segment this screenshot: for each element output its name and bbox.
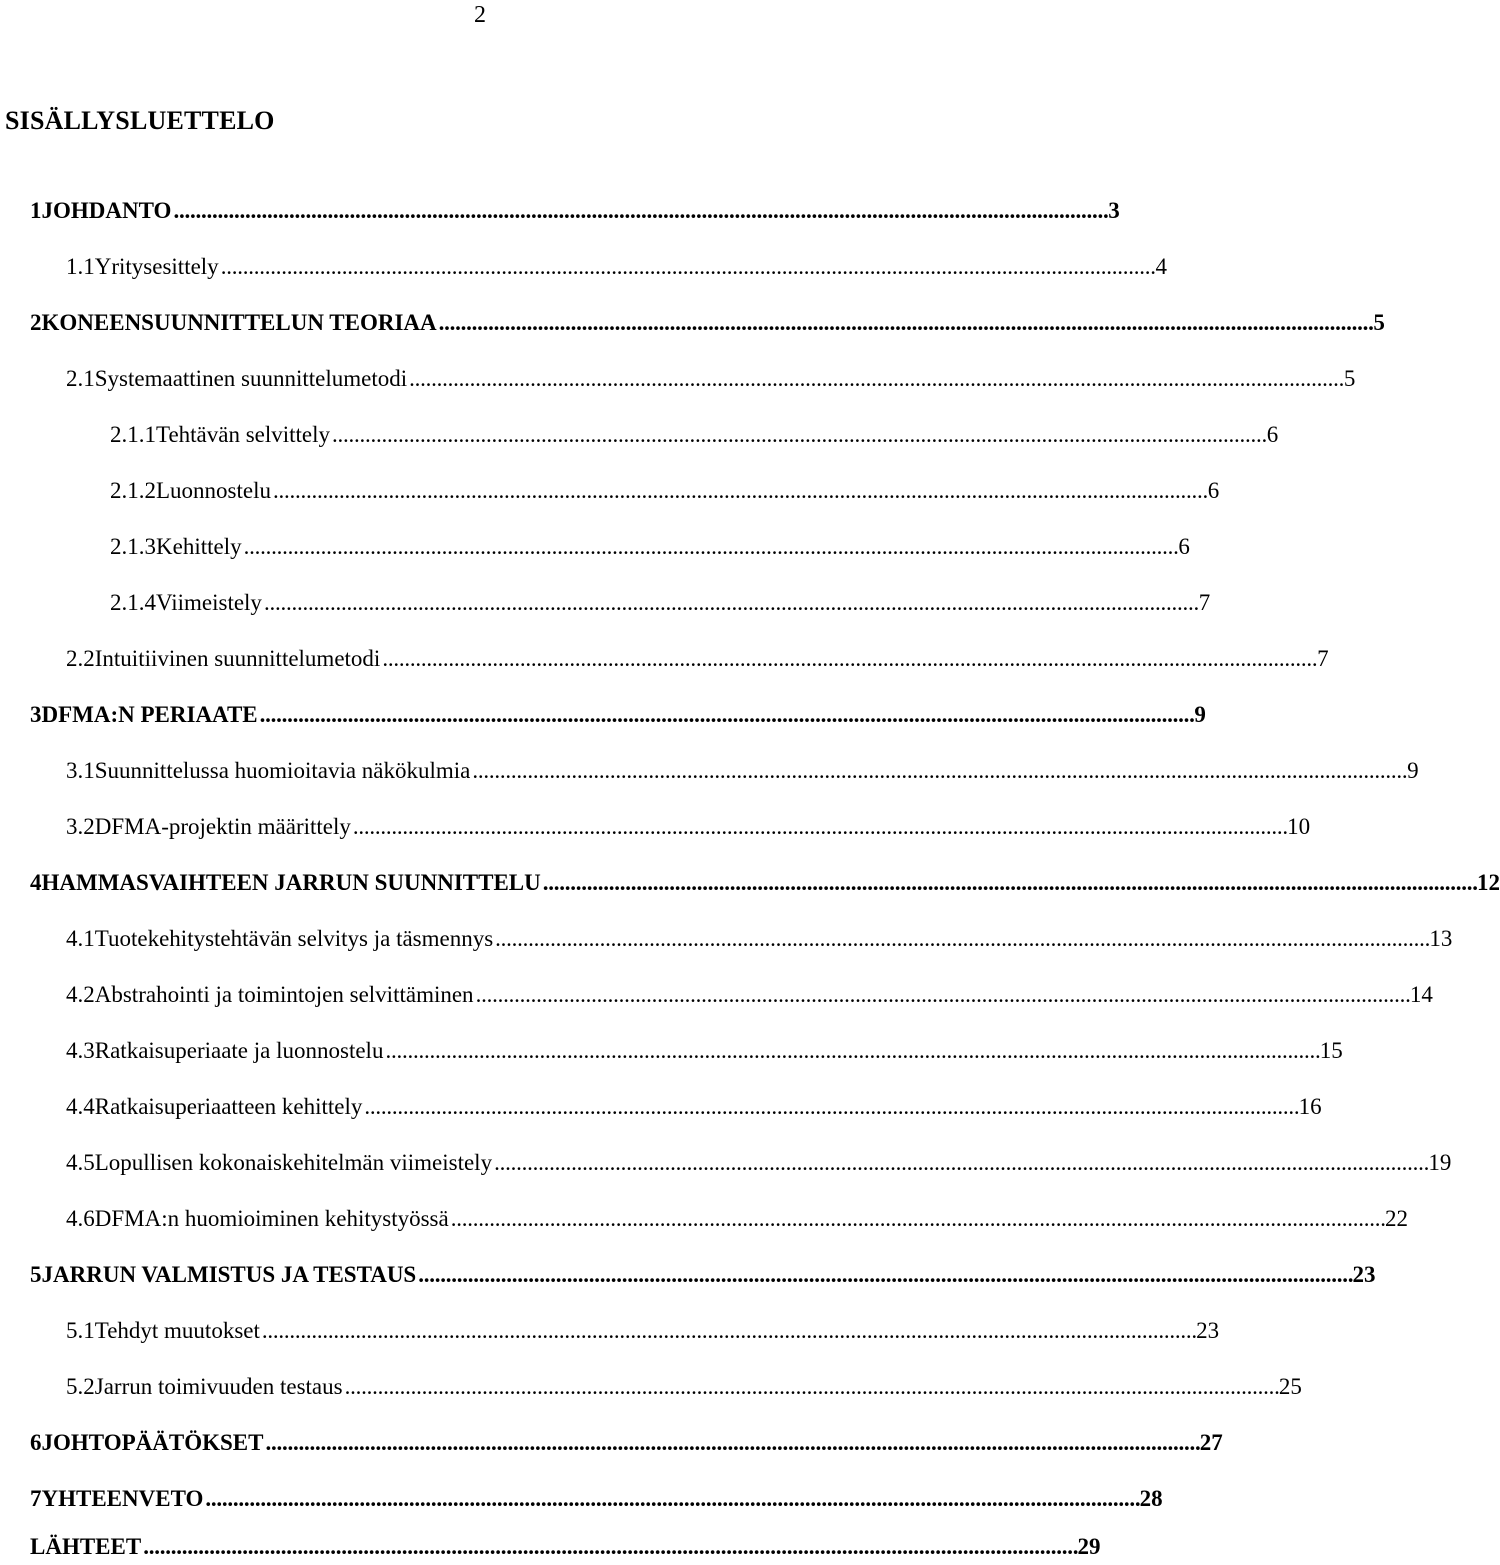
dot-leader [364, 1090, 1296, 1124]
toc-entry-number: 2 [30, 310, 42, 335]
dot-leader [260, 698, 1192, 732]
toc-entry-page: 29 [1077, 1534, 1101, 1559]
toc-entry[interactable] [30, 306, 1385, 340]
toc-entry[interactable] [66, 810, 1311, 844]
toc-entry-page: 16 [1298, 1094, 1322, 1119]
toc-entry-title: Tehtävän selvittely [156, 422, 331, 447]
dot-leader [495, 922, 1427, 956]
dot-leader [382, 642, 1314, 676]
toc-entry[interactable] [30, 1426, 1223, 1460]
toc-entry[interactable] [66, 642, 1329, 676]
toc-entry-number: 4.1 [66, 926, 95, 951]
toc-entry-title: Systemaattinen suunnittelumetodi [94, 366, 408, 391]
toc-entry-page: 6 [1178, 534, 1190, 559]
toc-heading: SISÄLLYSLUETTELO [5, 106, 275, 135]
toc-entry-number: 6 [30, 1430, 42, 1455]
toc-entry-title: Intuitiivinen suunnittelumetodi [94, 646, 381, 671]
dot-leader [264, 586, 1196, 620]
toc-entry[interactable] [66, 362, 1356, 396]
dot-leader [262, 1314, 1194, 1348]
toc-entry-title: Abstrahointi ja toimintojen selvittäminen [94, 982, 474, 1007]
toc-entry-number: 3 [30, 702, 42, 727]
toc-entry[interactable] [30, 194, 1120, 228]
toc-entry[interactable] [66, 1202, 1408, 1236]
toc-entry-title: Lopullisen kokonaiskehitelmän viimeistely [94, 1150, 493, 1175]
toc-entry-page: 7 [1317, 646, 1329, 671]
dot-leader [265, 1426, 1197, 1460]
toc-entry-number: 4.6 [66, 1206, 95, 1231]
toc-entry-number: 1 [30, 198, 42, 223]
toc-entry[interactable] [66, 1146, 1452, 1180]
toc-entry-number: 2.1.2 [110, 478, 156, 503]
toc-entry[interactable] [30, 1482, 1163, 1516]
toc-entry-page: 10 [1287, 814, 1311, 839]
toc-entry-page: 19 [1428, 1150, 1452, 1175]
toc-entry-number: 3.1 [66, 758, 95, 783]
toc-entry[interactable] [30, 698, 1206, 732]
toc-entry-title: DFMA:n huomioiminen kehitystyössä [94, 1206, 449, 1231]
toc-entry-page: 12 [1477, 870, 1500, 895]
toc-entry-title: LÄHTEET [30, 1534, 142, 1559]
toc-entry[interactable] [66, 1090, 1322, 1124]
toc-entry-page: 23 [1352, 1262, 1376, 1287]
dot-leader [418, 1258, 1350, 1292]
toc-entry-title: Viimeistely [156, 590, 262, 615]
dot-leader [273, 474, 1205, 508]
toc-entry-title: Ratkaisuperiaatteen kehittely [94, 1094, 363, 1119]
toc-entry-page: 14 [1409, 982, 1433, 1007]
toc-entry[interactable] [110, 586, 1211, 620]
toc-entry[interactable] [30, 866, 1500, 900]
toc-entry-number: 5.1 [66, 1318, 95, 1343]
toc-entry-number: 4.4 [66, 1094, 95, 1119]
toc-entry-title: JOHDANTO [41, 198, 172, 223]
toc-entry-page: 15 [1319, 1038, 1343, 1063]
toc-entry-page: 3 [1108, 198, 1120, 223]
toc-entry-title: Luonnostelu [156, 478, 271, 503]
toc-entry-number: 5 [30, 1262, 42, 1287]
toc-entry[interactable] [66, 1314, 1220, 1348]
toc-entry[interactable] [110, 474, 1220, 508]
toc-entry-page: 5 [1343, 366, 1356, 391]
toc-entry-title: JARRUN VALMISTUS JA TESTAUS [41, 1262, 417, 1287]
toc-entry-number: 2.1.3 [110, 534, 156, 559]
toc-entry-number: 4.2 [66, 982, 95, 1007]
toc-entry-title: Tuotekehitystehtävän selvitys ja täsmennys [94, 926, 494, 951]
toc-entry[interactable] [30, 1530, 1101, 1564]
toc-entry-number: 1.1 [66, 254, 95, 279]
toc-entry-number: 7 [30, 1486, 42, 1511]
toc-entry-title: Yritysesittely [94, 254, 219, 279]
toc-entry-page: 5 [1373, 310, 1385, 335]
toc-entry-number: 2.1.4 [110, 590, 156, 615]
toc-entry-title: Ratkaisuperiaate ja luonnostelu [94, 1038, 384, 1063]
toc-entry-number: 4.5 [66, 1150, 95, 1175]
toc-entry-page: 4 [1155, 254, 1167, 279]
dot-leader [472, 754, 1404, 788]
toc-entry-number: 2.1.1 [110, 422, 156, 447]
toc-entry-number: 2.1 [66, 366, 95, 391]
page-number: 2 [474, 2, 486, 28]
toc-entry-page: 6 [1266, 422, 1279, 447]
toc-entry-title: JOHTOPÄÄTÖKSET [41, 1430, 264, 1455]
toc-entry-title: HAMMASVAIHTEEN JARRUN SUUNNITTELU [41, 870, 541, 895]
toc-entry-page: 7 [1198, 590, 1211, 615]
toc-entry-page: 22 [1384, 1206, 1408, 1231]
toc-entry-page: 13 [1429, 926, 1453, 951]
toc-entry-page: 9 [1407, 758, 1419, 783]
toc-entry[interactable] [66, 1370, 1302, 1404]
dot-leader [476, 978, 1408, 1012]
toc-entry[interactable] [66, 922, 1453, 956]
toc-entry[interactable] [110, 530, 1190, 564]
toc-entry[interactable] [66, 978, 1433, 1012]
toc-entry-page: 28 [1139, 1486, 1163, 1511]
toc-entry-title: Kehittely [156, 534, 242, 559]
toc-entry-title: DFMA:N PERIAATE [41, 702, 258, 727]
dot-leader [205, 1482, 1137, 1516]
toc-entry[interactable] [66, 1034, 1343, 1068]
toc-entry[interactable] [110, 418, 1279, 452]
toc-entry-page: 6 [1207, 478, 1220, 503]
toc-entry-page: 25 [1278, 1374, 1302, 1399]
toc-entry-title: Suunnittelussa huomioitavia näkökulmia [94, 758, 471, 783]
dot-leader [345, 1370, 1277, 1404]
dot-leader [173, 194, 1105, 228]
toc-entry[interactable] [66, 250, 1167, 284]
toc-entry-number: 4.3 [66, 1038, 95, 1063]
dot-leader [353, 810, 1285, 844]
toc-entry-title: KONEENSUUNNITTELUN TEORIAA [41, 310, 437, 335]
toc-entry-page: 9 [1194, 702, 1206, 727]
toc-entry-title: YHTEENVETO [41, 1486, 204, 1511]
dot-leader [439, 306, 1371, 340]
toc-entry-number: 5.2 [66, 1374, 95, 1399]
dot-leader [543, 866, 1475, 900]
toc-entry-number: 4 [30, 870, 42, 895]
toc-entry-title: DFMA-projektin määrittely [94, 814, 351, 839]
toc-entry-page: 27 [1199, 1430, 1223, 1455]
dot-leader [244, 530, 1176, 564]
toc-entry-page: 23 [1196, 1318, 1220, 1343]
dot-leader [451, 1202, 1383, 1236]
dot-leader [409, 362, 1341, 396]
toc-entry[interactable] [66, 754, 1419, 788]
toc-entry-number: 3.2 [66, 814, 95, 839]
dot-leader [332, 418, 1264, 452]
dot-leader [143, 1530, 1075, 1564]
dot-leader [221, 250, 1153, 284]
toc-entry-number: 2.2 [66, 646, 95, 671]
toc-entry-title: Tehdyt muutokset [94, 1318, 260, 1343]
toc-entry-title: Jarrun toimivuuden testaus [94, 1374, 343, 1399]
dot-leader [385, 1034, 1317, 1068]
toc-entry[interactable] [30, 1258, 1376, 1292]
dot-leader [494, 1146, 1426, 1180]
